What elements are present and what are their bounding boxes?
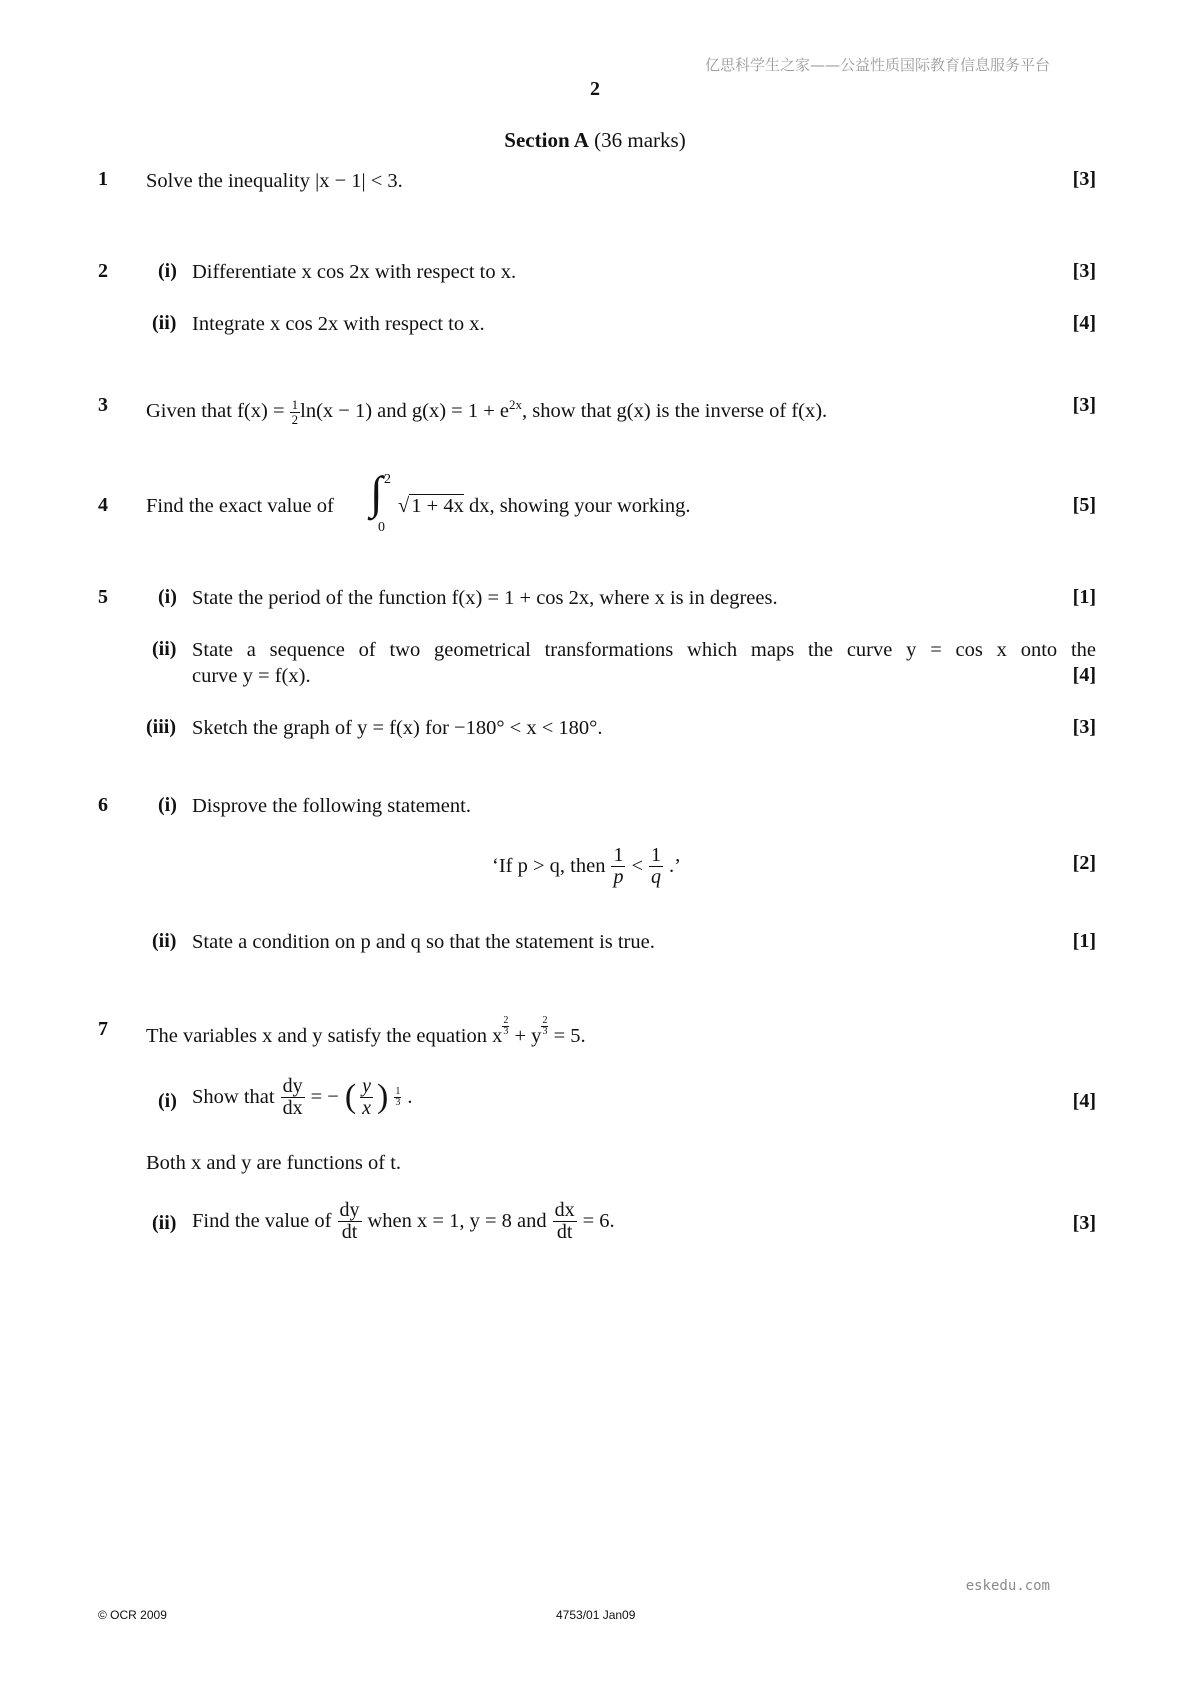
question-7-both-text: Both x and y are functions of t. — [146, 1152, 402, 1174]
f1-num: 1 — [613, 843, 624, 866]
question-5-number: 5 — [98, 586, 108, 608]
third-num: 1 — [395, 1085, 401, 1097]
f2-den: q — [651, 865, 662, 888]
question-7ii-label: (ii) — [152, 1212, 177, 1234]
less-than: < — [631, 855, 644, 877]
section-label: Section A — [504, 128, 589, 152]
question-5i-marks: [1] — [1072, 586, 1096, 608]
dy2-num: dy — [339, 1198, 360, 1221]
dy-num: dy — [282, 1074, 303, 1097]
page-number: 2 — [590, 78, 600, 100]
question-7ii-text — [192, 1190, 615, 1252]
dx2-num: dx — [554, 1198, 575, 1221]
question-2i-text: Differentiate x cos 2x with respect to x. — [192, 261, 517, 283]
q7-i-pre: Show that — [192, 1086, 275, 1108]
q7-ii-mid: when x = 1, y = 8 and — [367, 1210, 547, 1232]
dt-den: dt — [341, 1220, 358, 1243]
right-paren-icon: ) — [377, 1078, 389, 1115]
exp-num-1: 2 — [503, 1015, 509, 1026]
question-5iii-label: (iii) — [146, 716, 176, 738]
question-7i-marks: [4] — [1072, 1090, 1096, 1112]
q7-i-post: . — [407, 1086, 413, 1108]
question-6-number: 6 — [98, 794, 108, 816]
dt2-den: dt — [556, 1220, 573, 1243]
q7-intro-post: = 5. — [548, 1025, 586, 1047]
q7-i-mid: = − — [310, 1086, 339, 1108]
stmt-post: .’ — [669, 855, 681, 877]
q3-exponent: 2x — [509, 397, 523, 412]
question-5iii-text: Sketch the graph of y = f(x) for −180° < x < 180°. — [192, 717, 603, 739]
dy-dt-fraction — [338, 1200, 362, 1243]
q4-radicand: 1 + 4x — [411, 495, 464, 517]
q4-integrand — [398, 493, 690, 519]
third-den: 3 — [395, 1096, 401, 1108]
question-6-statement — [492, 838, 681, 894]
question-5ii-label: (ii) — [152, 638, 177, 660]
yx-den: x — [362, 1096, 372, 1119]
question-6i-marks: [2] — [1072, 852, 1096, 874]
section-marks: (36 marks) — [594, 128, 686, 152]
q3-mid: ln(x − 1) and g(x) = 1 + e — [300, 399, 510, 422]
dx-dt-fraction — [553, 1200, 577, 1243]
question-6ii-marks: [1] — [1072, 930, 1096, 952]
question-5iii-marks: [3] — [1072, 716, 1096, 738]
question-6i-text: Disprove the following statement. — [192, 795, 471, 817]
f1-den: p — [613, 865, 624, 888]
q3-post: , show that g(x) is the inverse of f(x). — [522, 399, 828, 422]
question-7-intro — [146, 1016, 586, 1049]
question-4-marks: [5] — [1072, 494, 1096, 516]
question-2ii-label: (ii) — [152, 312, 177, 334]
section-title — [0, 128, 1190, 153]
q7-ii-post: = 6. — [582, 1210, 615, 1232]
f2-num: 1 — [651, 843, 662, 866]
exp-num-2: 2 — [542, 1015, 548, 1026]
question-3-text — [146, 392, 827, 426]
q3-pre: Given that f(x) = — [146, 399, 285, 422]
question-5ii-marks: [4] — [1072, 664, 1096, 686]
question-2ii-text: Integrate x cos 2x with respect to x. — [192, 313, 485, 335]
q4-post: dx, showing your working. — [468, 495, 691, 517]
question-6ii-label: (ii) — [152, 930, 177, 952]
question-1-marks: [3] — [1072, 168, 1096, 190]
site-watermark: eskedu.com — [965, 1578, 1050, 1594]
yx-num: y — [362, 1074, 372, 1097]
question-7i-label: (i) — [158, 1090, 177, 1112]
question-2i-marks: [3] — [1072, 260, 1096, 282]
question-2ii-marks: [4] — [1072, 312, 1096, 334]
half-fraction — [290, 398, 301, 426]
fraction-1-over-q — [649, 845, 663, 888]
dx-den: dx — [282, 1096, 303, 1119]
dy-dx-fraction — [281, 1076, 305, 1119]
integral-sign-icon: ∫ — [370, 467, 383, 518]
integral-upper-limit: 2 — [384, 472, 391, 487]
question-2-number: 2 — [98, 260, 108, 282]
q4-pre: Find the exact value of — [146, 495, 334, 517]
exp-den-2: 3 — [542, 1026, 548, 1037]
question-6i-label: (i) — [158, 794, 177, 816]
question-5i-text: State the period of the function f(x) = 1 + cos 2x, where x is in degrees. — [192, 587, 778, 609]
question-5i-label: (i) — [158, 586, 177, 608]
question-7-number: 7 — [98, 1018, 108, 1040]
y-over-x-fraction — [360, 1076, 373, 1119]
question-2i-label: (i) — [158, 260, 177, 282]
question-6ii-text: State a condition on p and q so that the statement is true. — [192, 931, 655, 953]
question-5ii-line2: curve y = f(x). — [192, 665, 311, 687]
question-7i-text — [192, 1066, 413, 1128]
question-4-number: 4 — [98, 494, 108, 516]
question-1-text: Solve the inequality |x − 1| < 3. — [146, 170, 403, 192]
half-den: 2 — [291, 411, 299, 427]
question-5ii-line1: State a sequence of two geometrical transformations which maps the curve y = cos x onto the — [192, 639, 1096, 661]
question-4-text — [146, 493, 334, 519]
left-paren-icon: ( — [344, 1078, 357, 1115]
exp-den-1: 3 — [503, 1026, 509, 1037]
stmt-pre: ‘If p > q, then — [492, 855, 606, 877]
sqrt-icon: √ — [398, 495, 410, 517]
question-3-marks: [3] — [1072, 394, 1096, 416]
q7-plus: + y — [509, 1025, 542, 1047]
q7-ii-pre: Find the value of — [192, 1210, 332, 1232]
question-1-number: 1 — [98, 168, 108, 190]
half-num: 1 — [291, 396, 299, 412]
q7-intro-pre: The variables x and y satisfy the equation x — [146, 1025, 503, 1047]
exponent-one-third — [394, 1087, 401, 1108]
integral-lower-limit: 0 — [378, 520, 385, 535]
question-3-number: 3 — [98, 394, 108, 416]
fraction-1-over-p — [611, 845, 625, 888]
footer-paper-code: 4753/01 Jan09 — [556, 1608, 636, 1622]
watermark-text: 亿思科学生之家——公益性质国际教育信息服务平台 — [704, 56, 1050, 74]
footer-copyright: © OCR 2009 — [98, 1608, 167, 1622]
question-7ii-marks: [3] — [1072, 1212, 1096, 1234]
